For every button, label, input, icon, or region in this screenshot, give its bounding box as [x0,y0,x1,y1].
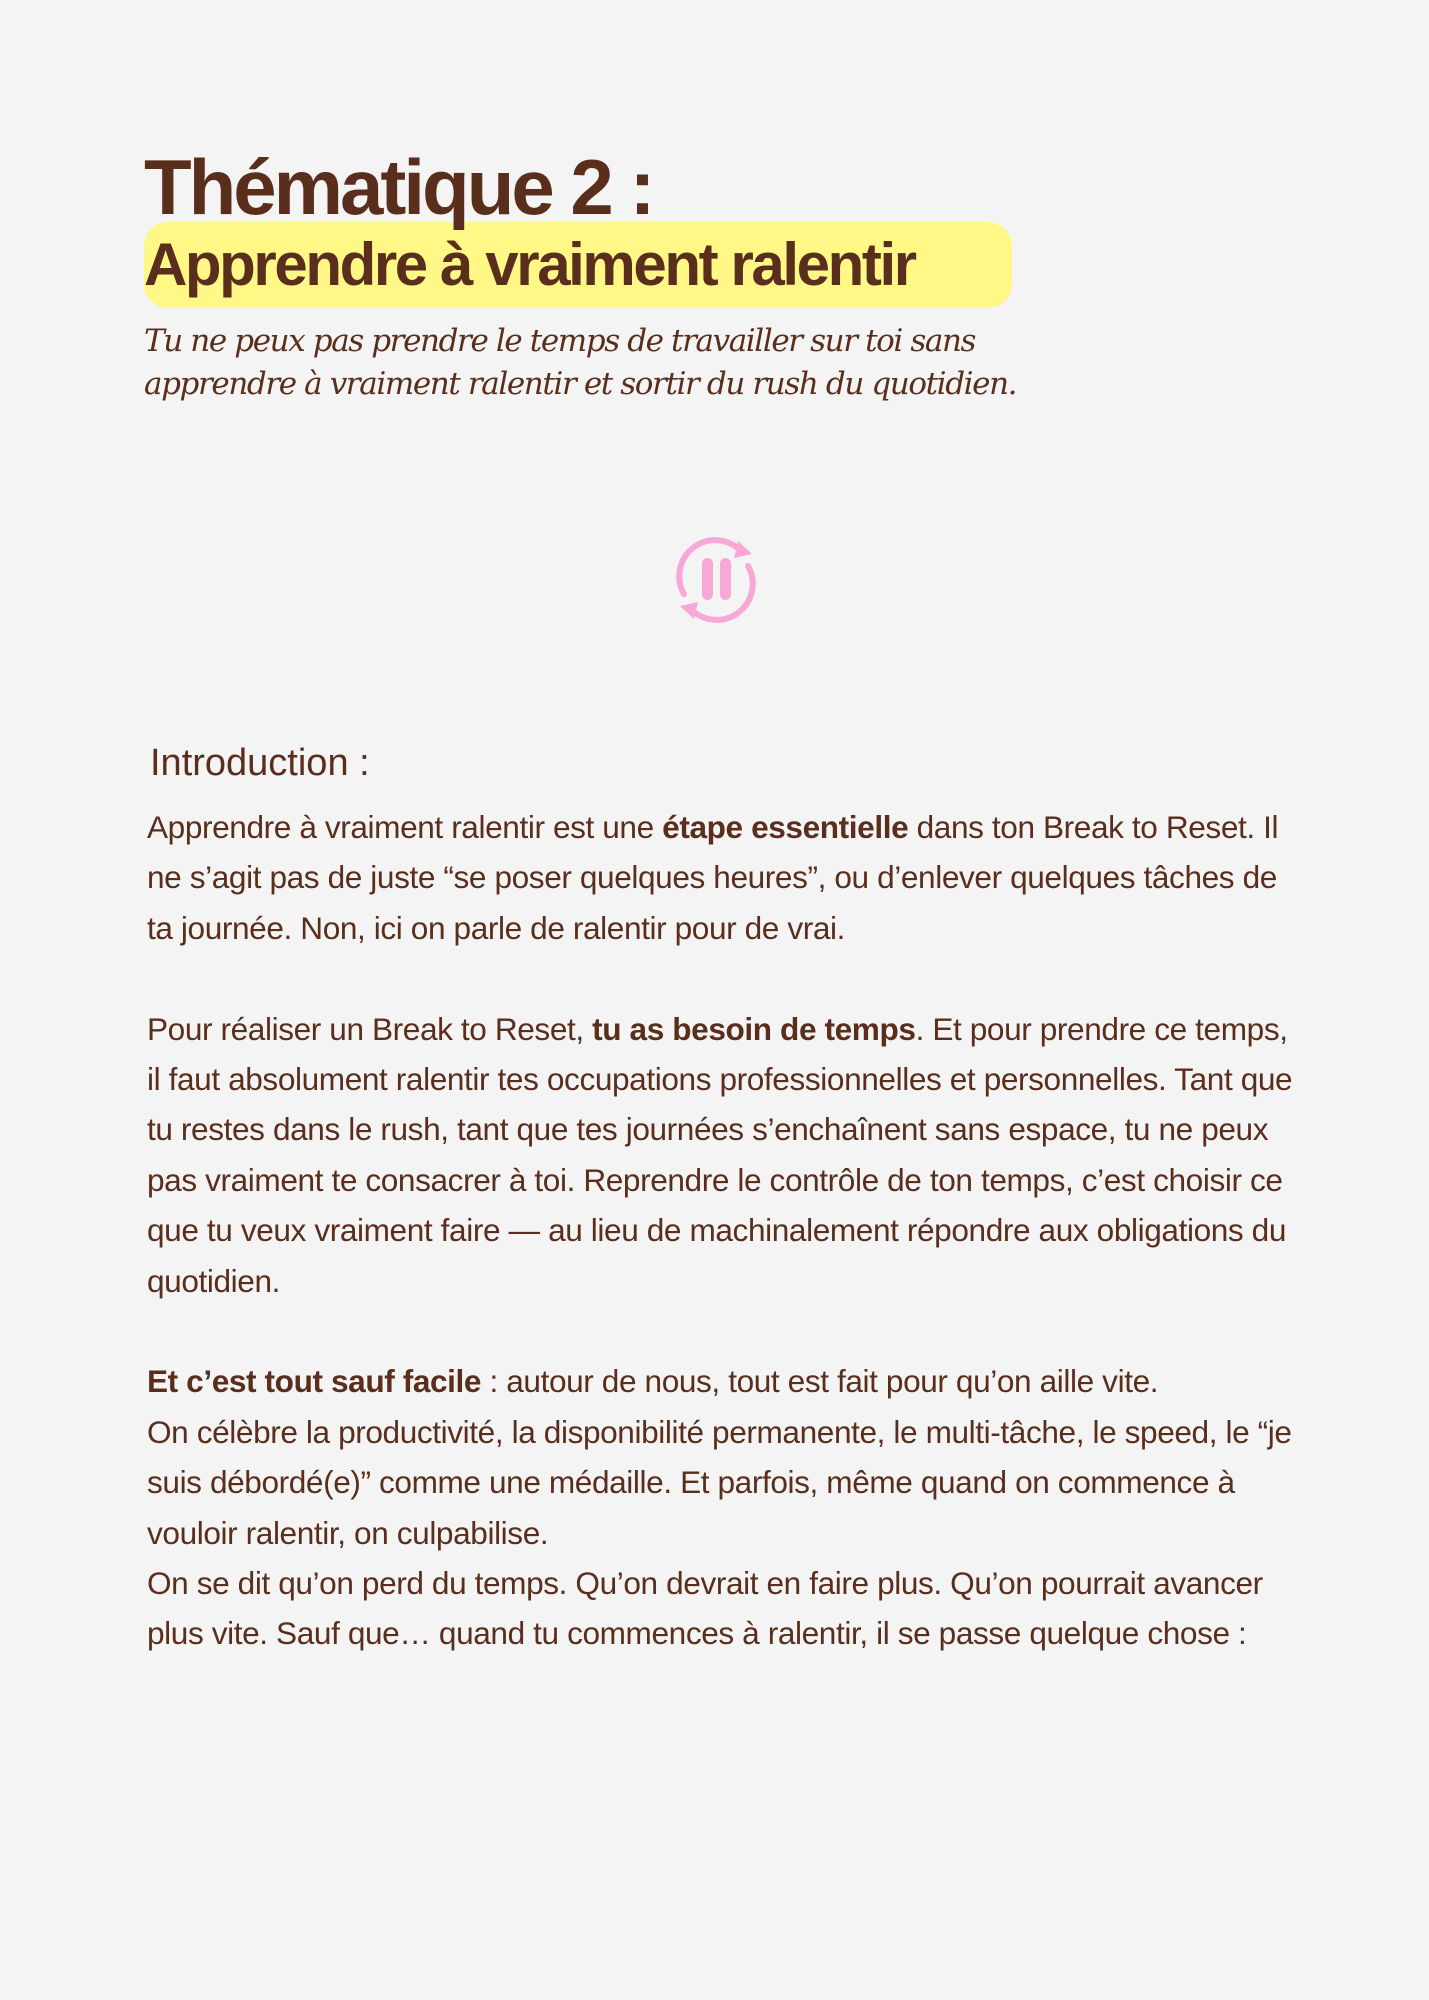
paragraph-2-text-end: . Et pour prendre ce temps, il faut absolument ralentir tes occupations professionnelles et personnelles. Tant que tu restes dans le rush, tant que tes journées s’enchaînent sans espace, tu ne peux pas vraiment te consacrer à toi. Reprendre le contrôle de ton temps, c’est choisir ce que tu veux vraiment faire — au lieu de machinalement répondre aux obligations du quotidien. [147,1010,1293,1299]
paragraph-1-emphasis: étape essentielle [662,809,909,845]
paragraph-2-emphasis: tu as besoin de temps [592,1010,916,1047]
paragraph-2 [147,1004,1307,1306]
page-title: Thématique 2 : [144,143,653,231]
introduction-body [147,802,1307,1659]
tagline-line-2: apprendre à vraiment ralentir et sortir du rush du quotidien. [144,366,1017,402]
paragraph-4: On célèbre la productivité, la disponibilité permanente, le multi-tâche, le speed, le “je suis débordé(e)” comme une médaille. Et parfois, même quand on commence à vouloir ralentir, on culpabilise. [147,1413,1292,1551]
paragraph-1-text-start: Apprendre à vraiment ralentir est une [147,809,663,845]
pause-cycle-icon [660,524,772,636]
section-heading-introduction: Introduction : [150,742,370,784]
paragraph-1 [147,802,1307,953]
paragraph-spacer [147,1306,1307,1356]
paragraph-5: On se dit qu’on perd du temps. Qu’on devrait en faire plus. Qu’on pourrait avancer plus vite. Sauf que… quand tu commences à ralentir, il se passe quelque chose : [147,1565,1263,1652]
paragraph-3-emphasis: Et c’est tout sauf facile [147,1363,482,1400]
tagline [144,320,1144,406]
paragraph-2-text-start: Pour réaliser un Break to Reset, [147,1010,593,1047]
paragraph-3-text: : autour de nous, tout est fait pour qu’on aille vite. [481,1363,1159,1400]
paragraph-3 [147,1356,1307,1406]
tagline-line-1: Tu ne peux pas prendre le temps de travailler sur toi sans [144,323,976,359]
page-subtitle-highlighted: Apprendre à vraiment ralentir [144,231,915,298]
paragraph-spacer [147,953,1307,1003]
paragraph-1-text-end: dans ton Break to Reset. Il ne s’agit pas de juste “se poser quelques heures”, ou d’enlever quelques tâches de ta journée. Non, ici on parle de ralentir pour de vrai. [147,809,1279,946]
